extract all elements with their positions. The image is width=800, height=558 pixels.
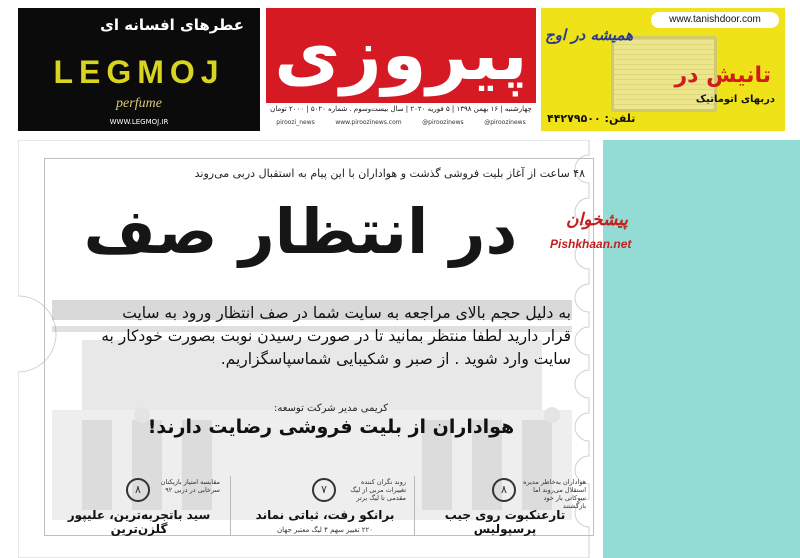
sub-headline: هواداران از بلیت فروشی رضایت دارند! — [147, 416, 515, 438]
teaser-title: سید باتجربه‌ترین، علیپور گلزن‌ترین — [67, 508, 211, 536]
pishkhaan-watermark — [548, 210, 668, 262]
teaser-title: تارعنکبوت روی جیب پرسپولیس — [444, 508, 566, 536]
ad-url[interactable]: www.tanishdoor.com — [651, 12, 779, 28]
masthead — [266, 8, 536, 131]
ad-url[interactable]: WWW.LEGMOJ.IR — [109, 118, 169, 126]
page-number-icon: ۷ — [312, 478, 336, 502]
tanishdoor-ad[interactable] — [541, 8, 785, 131]
legmoj-ad[interactable] — [18, 8, 260, 131]
watermark-en: Pishkhaan.net — [550, 237, 632, 251]
social-handle: @piroozinews — [422, 119, 464, 126]
social-handles — [266, 119, 536, 129]
ad-tagline: perfume — [116, 96, 162, 111]
teaser-item[interactable] — [240, 470, 410, 548]
story-headline: در انتظار صف — [83, 195, 518, 268]
story-body: به دلیل حجم بالای مراجعه به سایت شما در صف انتظار ورود به سایت قرار دارید لطفا منتظر بمانید تا در صورت رسیدن نوبت بصورت خودکار به سایت وارد شوید . از صبر و شکیبایی شماسپاسگزاریم. — [101, 304, 571, 368]
teaser-title: برانکو رفت، ثباتی نماند — [255, 508, 395, 522]
teaser-columns — [44, 470, 592, 548]
ad-headline: عطرهای افسانه ای — [100, 16, 244, 34]
side-panel — [589, 140, 800, 558]
teaser-caption: مقایسه امتیاز بازیکنان سرخابی در دربی ۹۲ — [160, 478, 220, 494]
social-handle: @piroozinews — [484, 119, 526, 126]
teaser-caption: روند نگران کننده تغییرات مربی از لیگ مقدمی تا لیگ برتر — [350, 478, 406, 502]
page-number-icon: ۸ — [492, 478, 516, 502]
watermark-fa: پیشخوان — [566, 210, 628, 230]
teaser-item[interactable] — [54, 470, 224, 548]
teaser-caption: هواداران به‌خاطر مدیره استقلال می‌روند اما سوکاتی بار خود بازگشتند — [523, 478, 586, 510]
social-handle: www.piroozinews.com — [335, 119, 402, 126]
social-handle: piroozi_news — [276, 119, 315, 126]
column-divider — [414, 476, 415, 536]
page-number-icon: ۸ — [126, 478, 150, 502]
teaser-item[interactable] — [420, 470, 590, 548]
ad-brand: تانیش در — [674, 63, 771, 88]
ad-subtitle: دربهای اتوماتیک — [695, 94, 775, 105]
main-story — [18, 140, 603, 558]
ad-phone: تلفن: ۴۴۲۷۹۵۰۰ — [547, 112, 636, 125]
story-kicker: ۴۸ ساعت از آغاز بلیت فروشی گذشت و هواداران با این پیام به استقبال دربی می‌روند — [194, 167, 585, 180]
sub-kicker: کریمی مدیر شرکت توسعه: — [274, 403, 388, 414]
column-divider — [230, 476, 231, 536]
legmoj-logo: LEGMOJ — [53, 54, 225, 90]
teaser-note: ۲۲۰ تغییر سهم ۴ لیگ معتبر جهان — [276, 526, 374, 534]
issue-info: چهارشنبه | ۱۶ بهمن ۱۳۹۸ | ۵ فوریه ۲۰۲۰ | سال بیست‌وسوم . شماره ۵۰۲۰ | ۲۰۰۰ تومان — [270, 105, 532, 113]
newspaper-logo: پیروزی — [266, 8, 536, 103]
ad-slogan: همیشه در اوج — [545, 26, 633, 44]
